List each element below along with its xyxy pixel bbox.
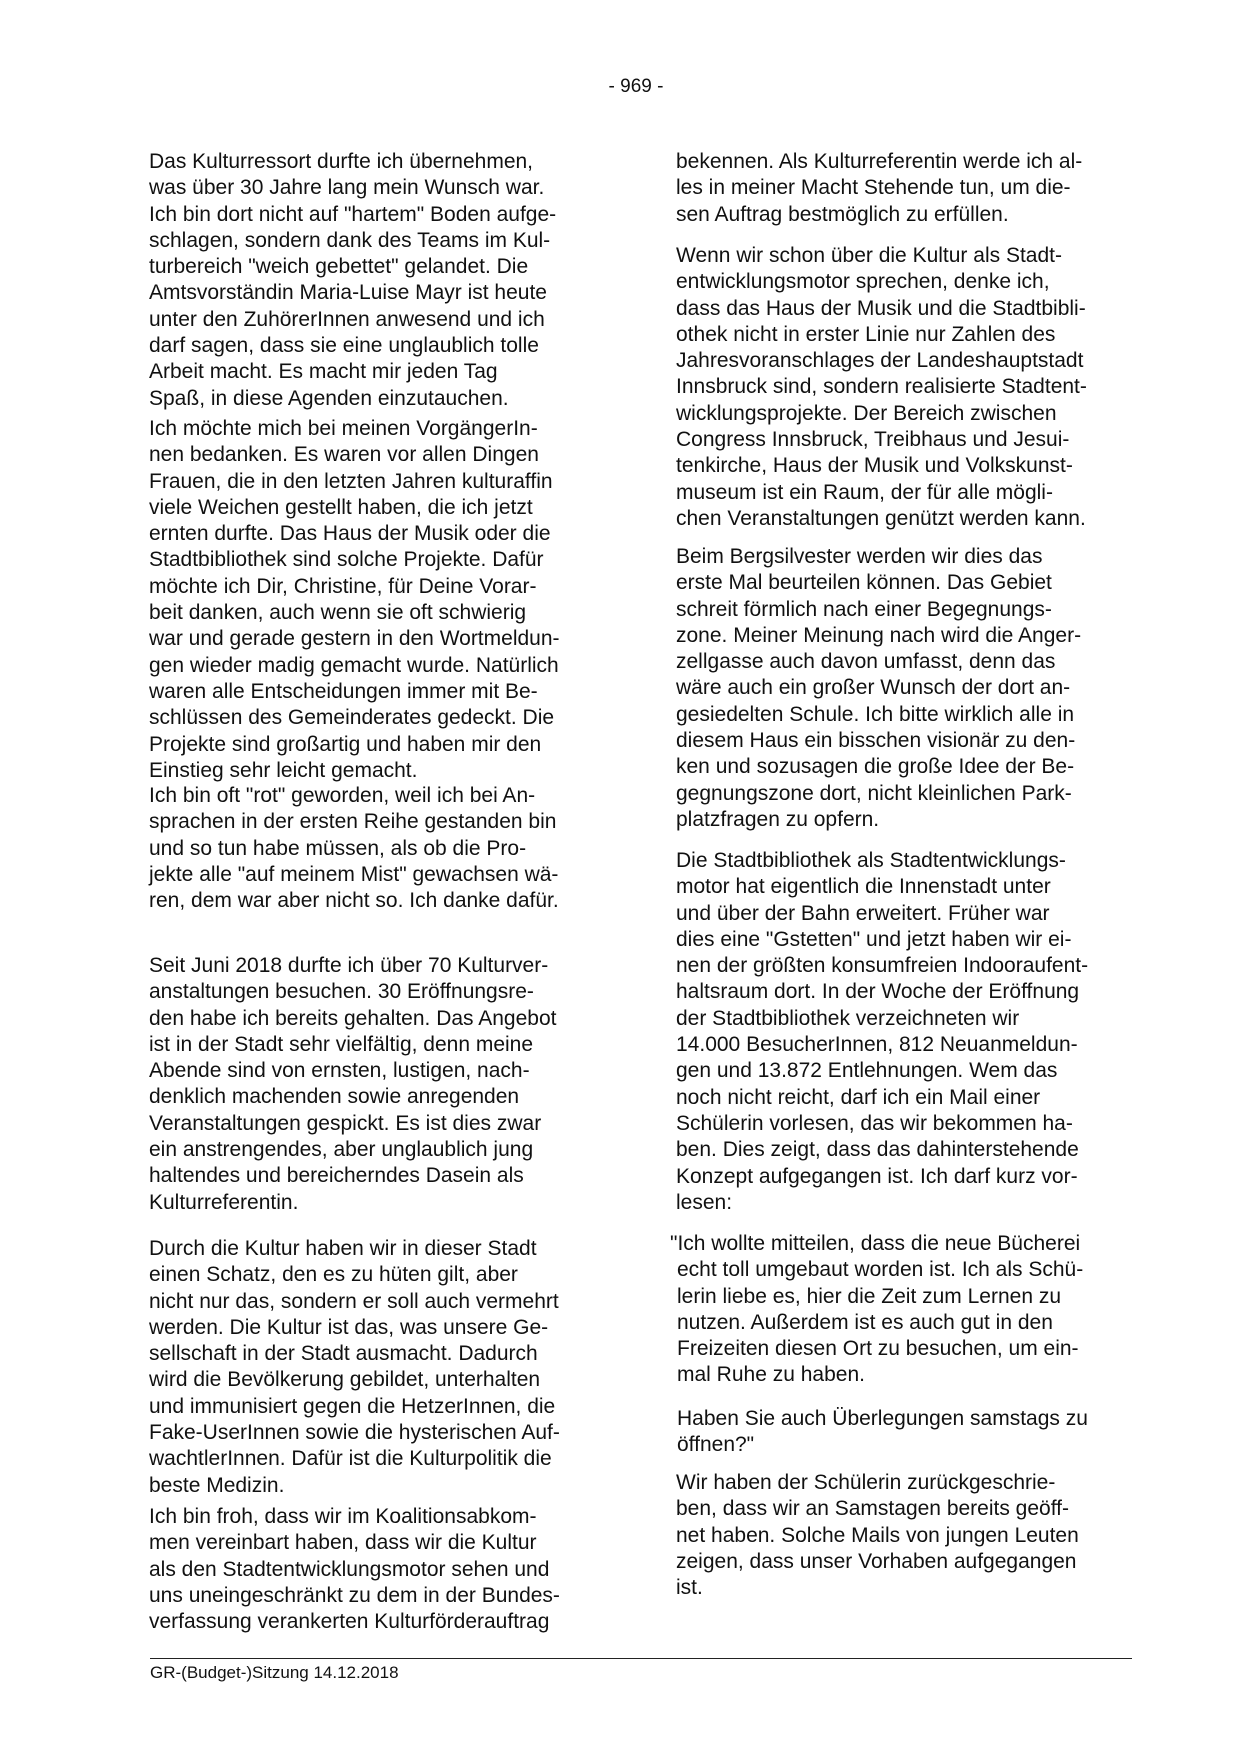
text-line: möchte ich Dir, Christine, für Deine Vorar-	[149, 574, 537, 598]
text-line: Spaß, in diese Agenden einzutauchen.	[149, 386, 509, 410]
quoted-paragraph	[677, 1406, 1088, 1459]
text-line: unter den ZuhörerInnen anwesend und ich	[149, 307, 545, 331]
text-line: als den Stadtentwicklungsmotor sehen und	[149, 1557, 550, 1581]
text-line: sprachen in der ersten Reihe gestanden bin	[149, 810, 557, 834]
text-line: Haben Sie auch Überlegungen samstags zu	[677, 1407, 1088, 1430]
text-line: bekennen. Als Kulturreferentin werde ich al-	[676, 150, 1083, 173]
text-line: Wenn wir schon über die Kultur als Stadt-	[676, 244, 1062, 267]
text-line: einen Schatz, den es zu hüten gilt, aber	[149, 1263, 518, 1287]
text-line: ist.	[676, 1576, 703, 1600]
text-line: Projekte sind großartig und haben mir den	[149, 732, 542, 756]
text-line: nen bedanken. Es waren vor allen Dingen	[149, 443, 539, 467]
text-line: Congress Innsbruck, Treibhaus und Jesui-	[676, 428, 1070, 452]
text-line: den habe ich bereits gehalten. Das Angebot	[149, 1006, 557, 1030]
footer-text: GR-(Budget-)Sitzung 14.12.2018	[150, 1663, 399, 1682]
text-line: öffnen?"	[677, 1433, 755, 1457]
text-line: haltendes und bereicherndes Dasein als	[149, 1164, 524, 1188]
text-line: und immunisiert gegen die HetzerInnen, die	[149, 1394, 556, 1418]
text-line: ken und sozusagen die große Idee der Be-	[676, 755, 1075, 779]
text-line: Ich bin oft "rot" geworden, weil ich bei An-	[149, 784, 536, 807]
text-line: Die Stadtbibliothek als Stadtentwicklungs-	[676, 849, 1066, 872]
text-line: turbereich "weich gebettet" gelandet. Die	[149, 255, 529, 279]
text-line: Einstieg sehr leicht gemacht.	[149, 758, 418, 782]
text-line: nicht nur das, sondern er soll auch vermehrt	[149, 1289, 559, 1313]
text-line: mal Ruhe zu haben.	[677, 1363, 865, 1387]
text-line: tenkirche, Haus der Musik und Volkskunst-	[676, 454, 1073, 478]
text-line: Ich möchte mich bei meinen VorgängerIn-	[149, 417, 538, 440]
text-line: dass das Haus der Musik und die Stadtbibli-	[676, 296, 1086, 320]
text-line: lesen:	[676, 1190, 733, 1214]
text-line: Freizeiten diesen Ort zu besuchen, um ein-	[677, 1337, 1079, 1361]
text-line: zeigen, dass unser Vorhaben aufgegangen	[676, 1549, 1077, 1573]
text-line: ist in der Stadt sehr vielfältig, denn meine	[149, 1032, 534, 1056]
text-line: gen und 13.872 Entlehnungen. Wem das	[676, 1059, 1058, 1083]
text-line: was über 30 Jahre lang mein Wunsch war.	[149, 176, 545, 200]
text-line: der Stadtbibliothek verzeichneten wir	[676, 1006, 1020, 1030]
text-line: schreit förmlich nach einer Begegnungs-	[676, 597, 1052, 621]
text-line: nutzen. Außerdem ist es auch gut in den	[677, 1310, 1053, 1334]
paragraph	[676, 149, 1082, 228]
text-line: gesiedelten Schule. Ich bitte wirklich alle in	[676, 702, 1075, 726]
text-line: motor hat eigentlich die Innenstadt unter	[676, 875, 1051, 899]
text-line: Seit Juni 2018 durfte ich über 70 Kulturver-	[149, 954, 549, 977]
text-line: wachtlerInnen. Dafür ist die Kulturpolitik die	[149, 1447, 552, 1471]
text-line: sen Auftrag bestmöglich zu erfüllen.	[676, 202, 1009, 226]
text-line: wäre auch ein großer Wunsch der dort an-	[676, 676, 1071, 700]
text-line: net haben. Solche Mails von jungen Leuten	[676, 1523, 1079, 1547]
text-line: 14.000 BesucherInnen, 812 Neuanmeldun-	[676, 1033, 1078, 1057]
text-line: war und gerade gestern in den Wortmeldun-	[149, 627, 560, 651]
paragraph	[149, 416, 560, 784]
text-line: Das Kulturressort durfte ich übernehmen,	[149, 150, 534, 173]
text-line: Durch die Kultur haben wir in dieser Stadt	[149, 1237, 537, 1260]
text-line: verfassung verankerten Kulturförderauftrag	[149, 1610, 550, 1634]
text-line: diesem Haus ein bisschen visionär zu den-	[676, 729, 1076, 753]
text-line: platzfragen zu opfern.	[676, 807, 880, 831]
text-line: ben, dass wir an Samstagen bereits geöff-	[676, 1497, 1070, 1521]
text-line: "Ich wollte mitteilen, dass die neue Bücherei	[670, 1232, 1081, 1255]
text-line: Wir haben der Schülerin zurückgeschrie-	[676, 1471, 1056, 1494]
text-line: Ich bin froh, dass wir im Koalitionsabkom-	[149, 1505, 537, 1528]
text-line: schlüssen des Gemeinderates gedeckt. Die	[149, 706, 555, 730]
text-line: denklich machenden sowie anregenden	[149, 1085, 520, 1109]
text-line: darf sagen, dass sie eine unglaublich tolle	[149, 334, 539, 358]
text-line: nen der größten konsumfreien Indooraufent-	[676, 954, 1089, 978]
text-line: wicklungsprojekte. Der Bereich zwischen	[676, 401, 1057, 425]
text-line: erste Mal beurteilen können. Das Gebiet	[676, 571, 1052, 595]
text-line: noch nicht reicht, darf ich ein Mail einer	[676, 1085, 1041, 1109]
text-line: uns uneingeschränkt zu dem in der Bundes-	[149, 1583, 560, 1607]
footer-divider	[150, 1658, 1132, 1659]
text-line: echt toll umgebaut worden ist. Ich als Schü-	[677, 1258, 1084, 1282]
text-line: schlagen, sondern dank des Teams im Kul-	[149, 228, 551, 252]
text-line: Schülerin vorlesen, das wir bekommen ha-	[676, 1111, 1073, 1135]
text-line: les in meiner Macht Stehende tun, um die-	[676, 176, 1071, 200]
text-line: Kulturreferentin.	[149, 1190, 299, 1214]
text-line: chen Veranstaltungen genützt werden kann.	[676, 506, 1086, 530]
text-line: Stadtbibliothek sind solche Projekte. Dafür	[149, 548, 544, 572]
paragraph	[676, 544, 1081, 833]
text-line: Konzept aufgegangen ist. Ich darf kurz vor-	[676, 1164, 1078, 1188]
text-line: dies eine "Gstetten" und jetzt haben wir ei-	[676, 927, 1072, 951]
text-line: wird die Bevölkerung gebildet, unterhalten	[149, 1368, 541, 1392]
text-line: sellschaft in der Stadt ausmacht. Dadurch	[149, 1342, 538, 1366]
text-line: Beim Bergsilvester werden wir dies das	[676, 545, 1043, 568]
text-line: Arbeit macht. Es macht mir jeden Tag	[149, 360, 498, 384]
quoted-paragraph	[670, 1231, 1083, 1389]
text-line: entwicklungsmotor sprechen, denke ich,	[676, 270, 1050, 294]
text-line: ein anstrengendes, aber unglaublich jung	[149, 1138, 534, 1162]
text-line: Veranstaltungen gespickt. Es ist dies zwar	[149, 1111, 542, 1135]
text-line: Amtsvorständin Maria-Luise Mayr ist heute	[149, 281, 547, 305]
paragraph	[149, 149, 556, 412]
text-line: ren, dem war aber nicht so. Ich danke dafür.	[149, 889, 559, 913]
paragraph	[149, 783, 559, 914]
text-line: werden. Die Kultur ist das, was unsere Ge-	[149, 1315, 549, 1339]
paragraph	[149, 1236, 560, 1499]
text-line: beit danken, auch wenn sie oft schwierig	[149, 601, 527, 625]
text-line: und über der Bahn erweitert. Früher war	[676, 901, 1050, 925]
paragraph	[149, 953, 556, 1216]
paragraph	[676, 848, 1088, 1216]
paragraph	[149, 1504, 560, 1635]
text-line: ben. Dies zeigt, dass das dahinterstehende	[676, 1138, 1079, 1162]
text-line: Frauen, die in den letzten Jahren kulturaffin	[149, 469, 553, 493]
text-line: Innsbruck sind, sondern realisierte Stadtent-	[676, 375, 1087, 399]
text-line: gegnungszone dort, nicht kleinlichen Park-	[676, 781, 1072, 805]
text-line: jekte alle "auf meinem Mist" gewachsen wä-	[149, 862, 559, 886]
text-line: zellgasse auch davon umfasst, denn das	[676, 650, 1056, 674]
text-line: waren alle Entscheidungen immer mit Be-	[149, 679, 538, 703]
text-line: haltsraum dort. In der Woche der Eröffnung	[676, 980, 1080, 1004]
paragraph	[676, 1470, 1079, 1601]
text-line: Abende sind von ernsten, lustigen, nach-	[149, 1059, 530, 1083]
text-line: Jahresvoranschlages der Landeshauptstadt	[676, 349, 1084, 373]
text-line: viele Weichen gestellt haben, die ich jetzt	[149, 495, 533, 519]
text-line: beste Medizin.	[149, 1473, 285, 1497]
text-line: othek nicht in erster Linie nur Zahlen des	[676, 322, 1056, 346]
text-line: ernten durfte. Das Haus der Musik oder die	[149, 522, 551, 546]
text-line: zone. Meiner Meinung nach wird die Anger-	[676, 623, 1082, 647]
text-line: anstaltungen besuchen. 30 Eröffnungsre-	[149, 980, 534, 1004]
page-number: - 969 -	[608, 76, 664, 97]
text-line: Fake-UserInnen sowie die hysterischen Auf-	[149, 1421, 560, 1445]
paragraph	[676, 243, 1087, 532]
text-line: men vereinbart haben, dass wir die Kultur	[149, 1531, 537, 1555]
text-line: gen wieder madig gemacht wurde. Natürlich	[149, 653, 559, 677]
text-line: und so tun habe müssen, als ob die Pro-	[149, 836, 527, 860]
text-line: lerin liebe es, hier die Zeit zum Lernen zu	[677, 1284, 1062, 1308]
text-line: Ich bin dort nicht auf "hartem" Boden aufge-	[149, 202, 557, 226]
text-line: museum ist ein Raum, der für alle mögli-	[676, 480, 1053, 504]
